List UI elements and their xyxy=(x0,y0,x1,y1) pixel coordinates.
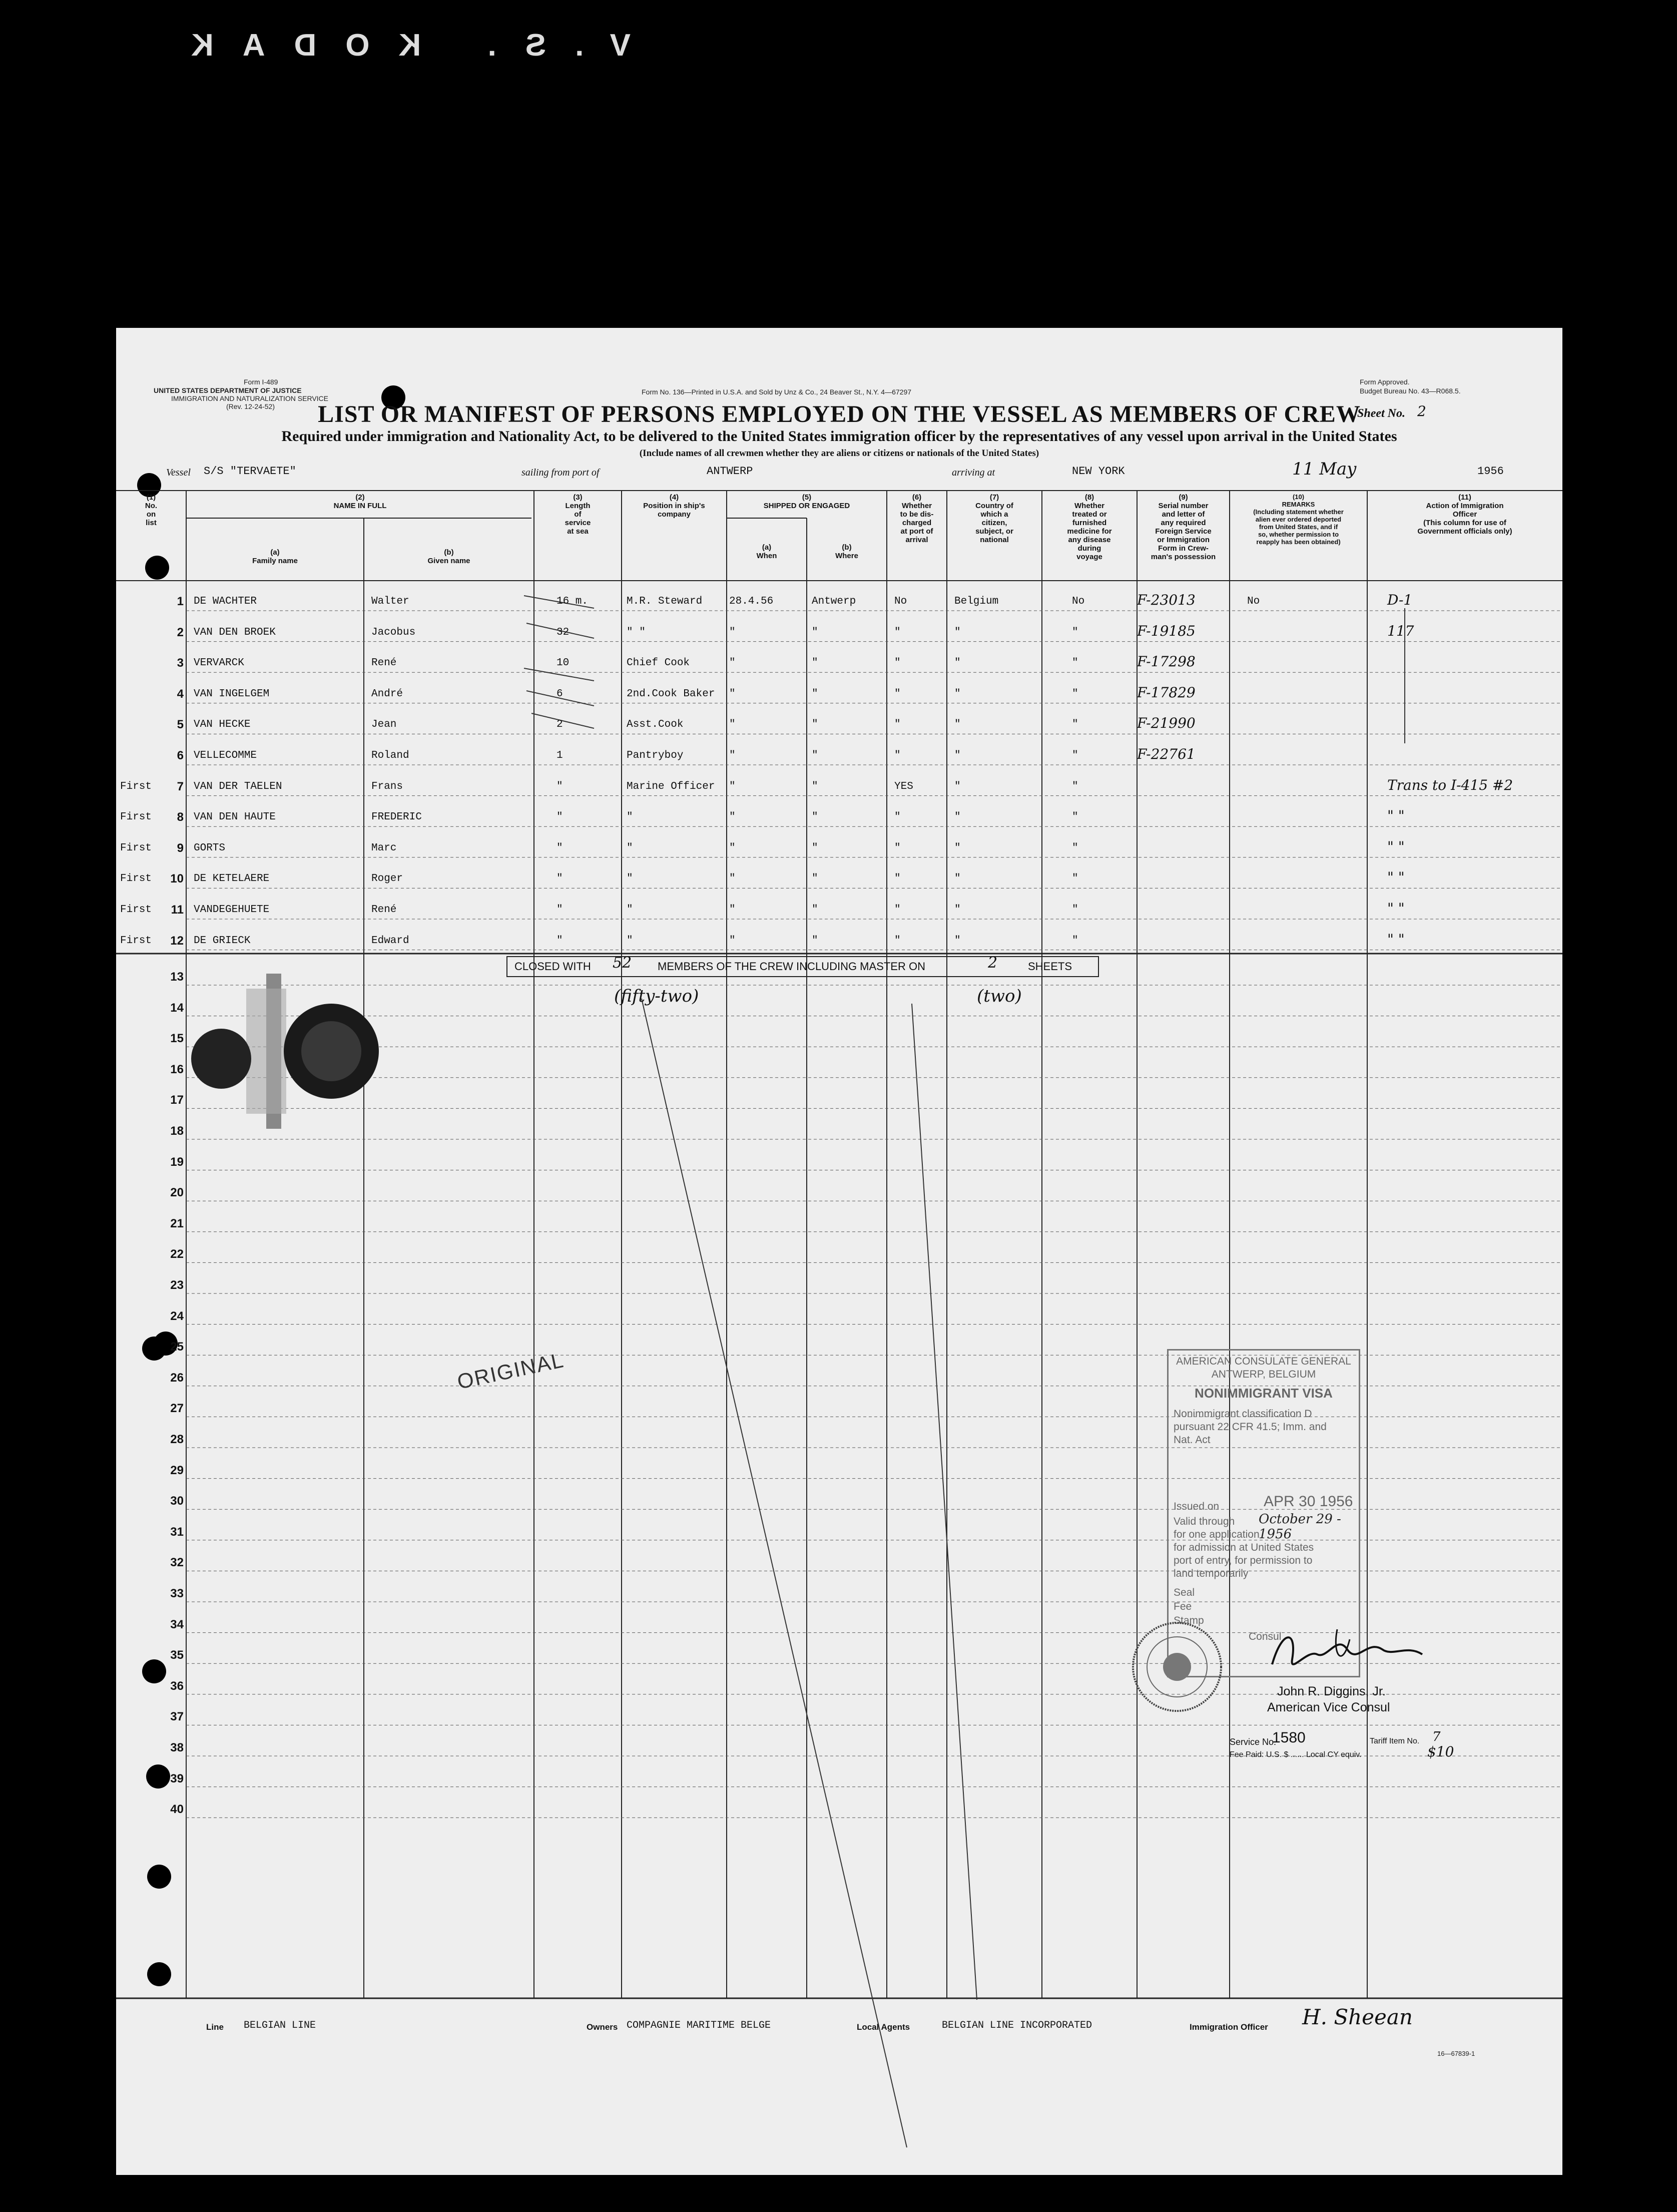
crew-cell-given: Roland xyxy=(371,750,409,761)
visa-stamp-line: AMERICAN CONSULATE GENERAL xyxy=(1176,1356,1351,1367)
footer-owners: COMPAGNIE MARITIME BELGE xyxy=(627,2020,771,2031)
crew-cell-family: VELLECOMME xyxy=(194,750,257,761)
visa-stamp-line: port of entry, for permission to xyxy=(1174,1555,1313,1566)
crew-cell-family: VAN DEN BROEK xyxy=(194,626,276,638)
crew-cell-when: " xyxy=(729,626,736,638)
visa-valid-date: October 29 - 1956 xyxy=(1259,1512,1341,1542)
tariff-no: 7 xyxy=(1432,1729,1441,1744)
crew-cell-family: VERVARCK xyxy=(194,657,244,669)
crew-cell-when: " xyxy=(729,657,736,669)
vessel-label: Vessel xyxy=(166,467,191,478)
crew-cell-medicine: " xyxy=(1072,688,1078,700)
crew-cell-service: 2 xyxy=(556,719,563,731)
row-first-mark: First xyxy=(120,780,152,792)
row-number: 23 xyxy=(170,1278,184,1292)
crew-cell-family: VAN DEN HAUTE xyxy=(194,811,276,823)
closing-text-1: CLOSED WITH xyxy=(514,960,591,973)
crew-cell-family: VAN DER TAELEN xyxy=(194,780,282,792)
col-header-1: (1) No. on list xyxy=(145,493,158,527)
crew-cell-country: " xyxy=(954,657,961,669)
crew-cell-position: Asst.Cook xyxy=(627,719,684,731)
crew-cell-action: " " xyxy=(1387,869,1405,886)
row-number: 28 xyxy=(170,1433,184,1446)
crew-cell-country: " xyxy=(954,935,961,947)
crew-cell-discharge: " xyxy=(894,873,901,885)
row-number: 6 xyxy=(177,749,184,762)
col-header-10: (10) REMARKS (Including statement whether alien ever ordered deported from United States, and if so, whether permission to reapply has been obtained) xyxy=(1253,493,1344,546)
consul-signature xyxy=(1262,1619,1432,1684)
crew-cell-service: " xyxy=(556,935,563,947)
sailing-label: sailing from port of xyxy=(521,467,600,478)
crew-cell-action: Trans to I-415 #2 xyxy=(1387,776,1513,793)
col-header-5a: (a) When xyxy=(756,543,777,560)
row-number: 25 xyxy=(170,1340,184,1354)
crew-cell-where: " xyxy=(812,842,818,854)
row-number: 30 xyxy=(170,1494,184,1508)
crew-cell-discharge: " xyxy=(894,688,901,700)
row-number: 35 xyxy=(170,1648,184,1662)
crew-cell-action: 117 xyxy=(1387,622,1414,639)
consulate-round-seal xyxy=(1130,1619,1225,1714)
crew-cell-given: Frans xyxy=(371,780,403,792)
crew-cell-given: Marc xyxy=(371,842,397,854)
crew-cell-medicine: " xyxy=(1072,811,1078,823)
crew-cell-position: Marine Officer xyxy=(627,780,715,792)
embossed-seal xyxy=(191,969,401,1139)
crew-cell-when: 28.4.56 xyxy=(729,596,774,607)
crew-cell-country: " xyxy=(954,719,961,731)
manifest-sheet xyxy=(116,328,1562,2175)
row-number: 18 xyxy=(170,1124,184,1138)
col-header-9: (9) Serial number and letter of any required Foreign Service or Immigration Form in Crew- man's possession xyxy=(1151,493,1216,561)
row-first-mark: First xyxy=(120,935,152,947)
crew-cell-remarks: No xyxy=(1247,596,1260,607)
crew-cell-action: " " xyxy=(1387,931,1405,948)
crew-cell-serial: F-21990 xyxy=(1137,715,1196,732)
subtitle: Required under immigration and Nationality Act, to be delivered to the United States immigration officer by the representatives of any vessel upon arrival in the United States xyxy=(281,428,1397,445)
revision: (Rev. 12-24-52) xyxy=(226,402,275,410)
crew-cell-family: VANDEGEHUETE xyxy=(194,904,270,916)
row-number: 20 xyxy=(170,1186,184,1200)
closing-sheets-words: (two) xyxy=(977,986,1022,1006)
row-first-mark: First xyxy=(120,811,152,823)
crew-cell-position: " " xyxy=(627,626,646,638)
service-name: IMMIGRATION AND NATURALIZATION SERVICE xyxy=(171,394,328,402)
arrival-day-month: 11 May xyxy=(1292,459,1357,479)
row-number: 17 xyxy=(170,1093,184,1107)
closing-count-words: (fifty-two) xyxy=(614,986,699,1006)
row-number: 15 xyxy=(170,1032,184,1046)
sheet-number: 2 xyxy=(1417,403,1426,419)
crew-cell-service: 16 m. xyxy=(556,596,589,607)
crew-cell-given: FREDERIC xyxy=(371,811,422,823)
crew-cell-where: Antwerp xyxy=(812,596,856,607)
row-number: 8 xyxy=(177,810,184,824)
row-number: 13 xyxy=(170,970,184,984)
crew-cell-serial: F-23013 xyxy=(1137,592,1196,608)
visa-stamp-line: Nonimmigrant classification D xyxy=(1174,1408,1312,1420)
visa-valid-label: Valid through xyxy=(1174,1516,1235,1527)
fee-note: $10 xyxy=(1427,1743,1454,1760)
crew-cell-where: " xyxy=(812,780,818,792)
col-header-6: (6) Whether to be dis- charged at port of arrival xyxy=(900,493,934,544)
crew-cell-country: " xyxy=(954,811,961,823)
closing-box xyxy=(506,956,1099,977)
crew-cell-country: " xyxy=(954,780,961,792)
crew-cell-family: DE GRIECK xyxy=(194,935,251,947)
crew-cell-service: 32 xyxy=(556,626,570,638)
crew-cell-action: " " xyxy=(1387,807,1405,824)
crew-cell-discharge: " xyxy=(894,904,901,916)
row-number: 39 xyxy=(170,1772,184,1786)
footer-agents: BELGIAN LINE INCORPORATED xyxy=(942,2020,1092,2031)
row-number: 38 xyxy=(170,1741,184,1754)
crew-cell-discharge: " xyxy=(894,626,901,638)
tariff-label: Tariff Item No. xyxy=(1370,1737,1420,1745)
sheet-label: Sheet No. xyxy=(1357,407,1405,420)
crew-cell-family: VAN HECKE xyxy=(194,719,251,731)
crew-cell-medicine: " xyxy=(1072,935,1078,947)
row-number: 32 xyxy=(170,1556,184,1570)
crew-cell-serial: F-19185 xyxy=(1137,622,1196,639)
crew-cell-medicine: " xyxy=(1072,750,1078,761)
visa-issued-date: APR 30 1956 xyxy=(1264,1493,1353,1510)
crew-cell-medicine: " xyxy=(1072,719,1078,731)
original-stamp: ORIGINAL xyxy=(455,1348,567,1394)
crew-cell-where: " xyxy=(812,750,818,761)
crew-cell-when: " xyxy=(729,904,736,916)
crew-cell-given: Roger xyxy=(371,873,403,885)
crew-cell-position: " xyxy=(627,873,633,885)
crew-cell-service: " xyxy=(556,873,563,885)
crew-cell-where: " xyxy=(812,688,818,700)
closing-text-3: SHEETS xyxy=(1028,960,1072,973)
row-number: 4 xyxy=(177,687,184,701)
crew-cell-position: " xyxy=(627,842,633,854)
crew-cell-medicine: " xyxy=(1072,842,1078,854)
footer-agents-label: Local Agents xyxy=(857,2022,910,2032)
crew-cell-discharge: " xyxy=(894,811,901,823)
crew-cell-medicine: " xyxy=(1072,780,1078,792)
closing-text-2: MEMBERS OF THE CREW INCLUDING MASTER ON xyxy=(658,960,925,973)
crew-cell-country: " xyxy=(954,873,961,885)
crew-cell-where: " xyxy=(812,657,818,669)
row-number: 1 xyxy=(177,595,184,608)
row-number: 10 xyxy=(170,872,184,886)
footer-officer-label: Immigration Officer xyxy=(1190,2022,1268,2032)
crew-cell-discharge: " xyxy=(894,935,901,947)
crew-cell-where: " xyxy=(812,811,818,823)
visa-stamp-line: for one application xyxy=(1174,1529,1260,1540)
crew-cell-country: " xyxy=(954,688,961,700)
crew-cell-discharge: " xyxy=(894,750,901,761)
row-number: 7 xyxy=(177,779,184,793)
visa-stamp-line: land temporarily xyxy=(1174,1568,1249,1579)
budget-bureau: Budget Bureau No. 43—R068.5. xyxy=(1360,387,1461,395)
col-header-7: (7) Country of which a citizen, subject, or national xyxy=(975,493,1013,544)
crew-cell-position: " xyxy=(627,811,633,823)
crew-cell-position: " xyxy=(627,935,633,947)
row-number: 29 xyxy=(170,1463,184,1477)
service-no: 1580 xyxy=(1272,1729,1306,1746)
crew-cell-country: " xyxy=(954,842,961,854)
visa-stamp-line: ANTWERP, BELGIUM xyxy=(1211,1369,1316,1380)
crew-cell-when: " xyxy=(729,935,736,947)
col-header-5: (5) SHIPPED OR ENGAGED xyxy=(763,493,850,510)
fee-paid: Fee Paid: U.S. $ ...... Local CY equiv. xyxy=(1230,1750,1362,1759)
crew-cell-discharge: " xyxy=(894,719,901,731)
footer-form-code: 16—67839-1 xyxy=(1437,2050,1475,2057)
form-number: Form I-489 xyxy=(244,378,278,386)
row-number: 19 xyxy=(170,1155,184,1169)
port-to: NEW YORK xyxy=(1072,465,1125,478)
port-from: ANTWERP xyxy=(707,465,753,478)
crew-cell-discharge: YES xyxy=(894,780,913,792)
closing-count: 52 xyxy=(613,954,632,972)
crew-cell-when: " xyxy=(729,750,736,761)
crew-cell-service: 6 xyxy=(556,688,563,700)
row-number: 31 xyxy=(170,1525,184,1539)
crew-cell-discharge: " xyxy=(894,657,901,669)
page-title: LIST OR MANIFEST OF PERSONS EMPLOYED ON THE VESSEL AS MEMBERS OF CREW xyxy=(318,401,1361,427)
department: UNITED STATES DEPARTMENT OF JUSTICE xyxy=(154,386,302,394)
row-number: 36 xyxy=(170,1679,184,1693)
visa-stamp-label: Stamp xyxy=(1174,1615,1204,1626)
crew-cell-action: D-1 xyxy=(1387,592,1413,608)
printer-line: Form No. 136—Printed in U.S.A. and Sold by Unz & Co., 24 Beaver St., N.Y. 4—67297 xyxy=(642,388,912,396)
vessel-name: S/S "TERVAETE" xyxy=(204,465,296,478)
crew-cell-position: M.R. Steward xyxy=(627,596,703,607)
crew-cell-when: " xyxy=(729,842,736,854)
consul-name: John R. Diggins, Jr. xyxy=(1277,1684,1386,1698)
row-number: 37 xyxy=(170,1710,184,1724)
consul-title: American Vice Consul xyxy=(1267,1700,1390,1714)
crew-cell-family: GORTS xyxy=(194,842,226,854)
visa-issued-label: Issued on xyxy=(1174,1501,1220,1512)
subtitle-note: (Include names of all crewmen whether they are aliens or citizens or nationals of the United States) xyxy=(639,448,1039,459)
row-number: 22 xyxy=(170,1247,184,1261)
closing-sheets: 2 xyxy=(988,954,998,972)
visa-stamp-line: pursuant 22 CFR 41.5; Imm. and xyxy=(1174,1421,1327,1433)
col-header-8: (8) Whether treated or furnished medicine for any disease during voyage xyxy=(1067,493,1112,561)
crew-cell-given: René xyxy=(371,657,397,669)
crew-cell-given: Jacobus xyxy=(371,626,416,638)
crew-cell-family: DE KETELAERE xyxy=(194,873,270,885)
row-number: 34 xyxy=(170,1617,184,1631)
crew-cell-action: " " xyxy=(1387,900,1405,917)
col-header-4: (4) Position in ship's company xyxy=(643,493,705,519)
crew-cell-medicine: " xyxy=(1072,626,1078,638)
crew-cell-when: " xyxy=(729,780,736,792)
crew-cell-when: " xyxy=(729,811,736,823)
crew-cell-where: " xyxy=(812,935,818,947)
crew-cell-service: 1 xyxy=(556,750,563,761)
crew-cell-country: " xyxy=(954,626,961,638)
crew-cell-given: Jean xyxy=(371,719,397,731)
row-number: 33 xyxy=(170,1587,184,1600)
row-number: 11 xyxy=(171,903,184,917)
crew-cell-service: " xyxy=(556,811,563,823)
footer-owners-label: Owners xyxy=(587,2022,618,2032)
crew-cell-country: " xyxy=(954,750,961,761)
crew-cell-medicine: " xyxy=(1072,657,1078,669)
crew-cell-serial: F-17829 xyxy=(1137,684,1196,701)
arriving-label: arriving at xyxy=(952,467,995,478)
crew-cell-family: VAN INGELGEM xyxy=(194,688,270,700)
crew-cell-service: " xyxy=(556,904,563,916)
film-edge-mark: V.S. KODAK xyxy=(162,28,631,63)
crew-cell-given: Edward xyxy=(371,935,409,947)
crew-cell-position: Chief Cook xyxy=(627,657,690,669)
row-number: 3 xyxy=(177,656,184,670)
row-number: 26 xyxy=(170,1371,184,1385)
col-header-2a: (a) Family name xyxy=(252,548,298,565)
service-no-label: Service No. xyxy=(1230,1737,1277,1747)
visa-stamp-line: Nat. Act xyxy=(1174,1434,1211,1446)
crew-cell-family: DE WACHTER xyxy=(194,596,257,607)
crew-cell-where: " xyxy=(812,904,818,916)
crew-cell-service: " xyxy=(556,842,563,854)
row-number: 24 xyxy=(170,1309,184,1323)
crew-cell-when: " xyxy=(729,719,736,731)
row-number: 21 xyxy=(170,1216,184,1230)
crew-cell-when: " xyxy=(729,688,736,700)
footer-officer-signature: H. Sheean xyxy=(1302,2005,1413,2029)
row-number: 40 xyxy=(170,1803,184,1817)
crew-cell-service: 10 xyxy=(556,657,570,669)
footer-line: BELGIAN LINE xyxy=(244,2020,316,2031)
visa-stamp-line: for admission at United States xyxy=(1174,1542,1314,1553)
crew-cell-country: " xyxy=(954,904,961,916)
crew-cell-service: " xyxy=(556,780,563,792)
crew-cell-discharge: No xyxy=(894,596,907,607)
crew-cell-medicine: " xyxy=(1072,904,1078,916)
crew-cell-position: Pantryboy xyxy=(627,750,684,761)
footer-line-label: Line xyxy=(206,2022,224,2032)
crew-cell-discharge: " xyxy=(894,842,901,854)
form-approved: Form Approved. xyxy=(1360,378,1410,386)
crew-cell-serial: F-22761 xyxy=(1137,746,1196,762)
crew-cell-serial: F-17298 xyxy=(1137,653,1196,670)
crew-cell-medicine: No xyxy=(1072,596,1085,607)
visa-seal-label: Seal xyxy=(1174,1587,1195,1598)
crew-cell-country: Belgium xyxy=(954,596,999,607)
crew-cell-action: " " xyxy=(1387,838,1405,855)
col-header-5b: (b) Where xyxy=(835,543,858,560)
col-header-2b: (b) Given name xyxy=(427,548,470,565)
col-header-11: (11) Action of Immigration Officer (This column for use of Government officials only) xyxy=(1417,493,1512,536)
col-header-3: (3) Length of service at sea xyxy=(565,493,591,536)
crew-cell-when: " xyxy=(729,873,736,885)
row-first-mark: First xyxy=(120,873,152,885)
row-number: 9 xyxy=(177,841,184,855)
row-number: 5 xyxy=(177,718,184,732)
row-number: 2 xyxy=(177,625,184,639)
row-first-mark: First xyxy=(120,904,152,916)
crew-cell-medicine: " xyxy=(1072,873,1078,885)
visa-fee-label: Fee xyxy=(1174,1601,1192,1612)
crew-cell-where: " xyxy=(812,719,818,731)
row-number: 16 xyxy=(170,1062,184,1076)
arrival-year: 1956 xyxy=(1477,465,1504,478)
row-number: 12 xyxy=(170,934,184,948)
row-first-mark: First xyxy=(120,842,152,854)
row-number: 27 xyxy=(170,1402,184,1416)
crew-cell-given: René xyxy=(371,904,397,916)
crew-cell-position: 2nd.Cook Baker xyxy=(627,688,715,700)
crew-cell-where: " xyxy=(812,626,818,638)
crew-cell-position: " xyxy=(627,904,633,916)
crew-cell-given: Walter xyxy=(371,596,409,607)
visa-consul-label: Consul xyxy=(1249,1631,1282,1642)
row-number: 14 xyxy=(170,1001,184,1015)
col-header-2: (2) NAME IN FULL xyxy=(333,493,387,510)
crew-cell-where: " xyxy=(812,873,818,885)
crew-cell-given: André xyxy=(371,688,403,700)
visa-stamp-title: NONIMMIGRANT VISA xyxy=(1195,1386,1333,1401)
